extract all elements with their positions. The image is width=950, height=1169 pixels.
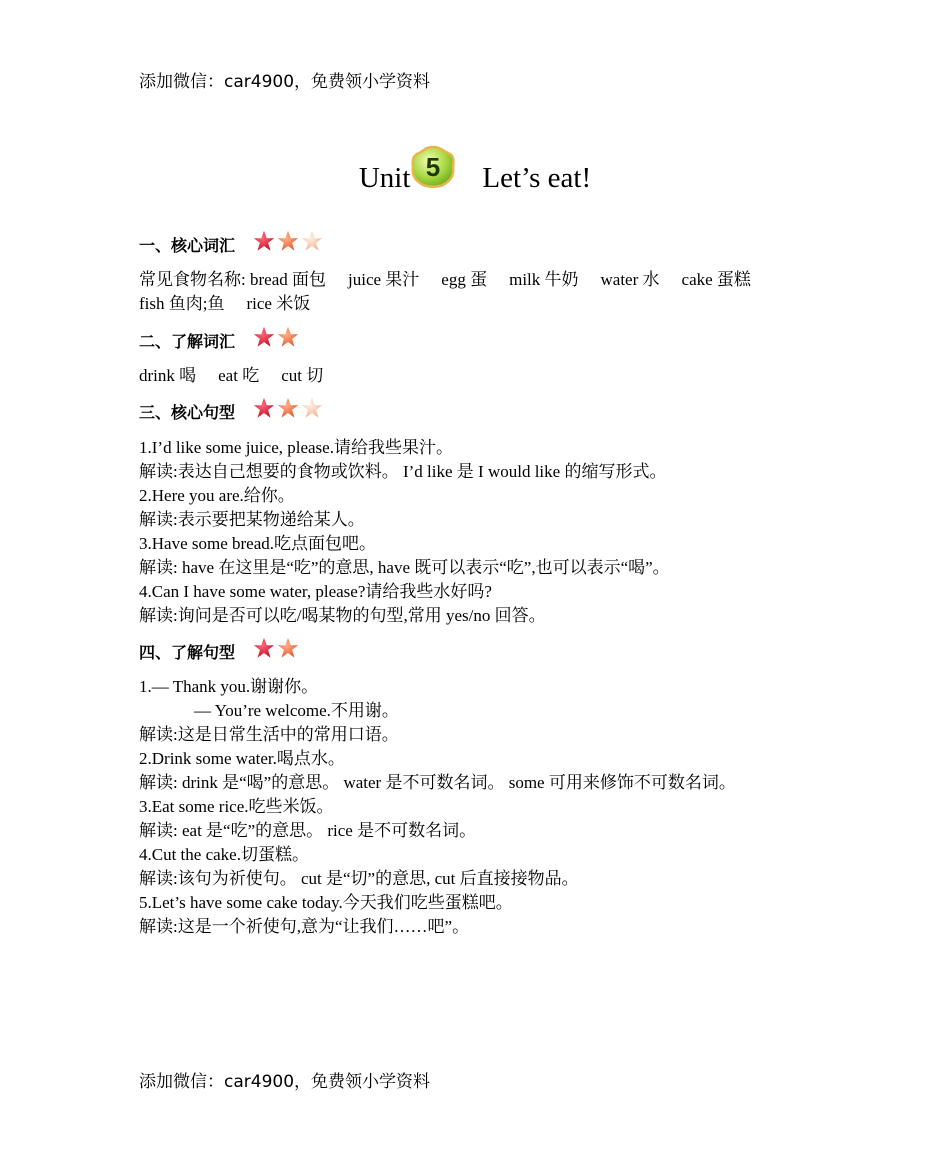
sentence-line: 3.Eat some rice.吃些米饭。 <box>139 797 334 816</box>
explanation-line: 解读: have 在这里是“吃”的意思, have 既可以表示“吃”,也可以表示“喝”。 <box>139 558 670 577</box>
vocab-word: fish 鱼肉;鱼 <box>139 294 225 313</box>
header-note: 添加微信：car4900，免费领小学资料 <box>139 72 431 92</box>
vocab-word: juice 果汁 <box>348 270 420 289</box>
explanation-line: 解读: eat 是“吃”的意思。 rice 是不可数名词。 <box>139 821 477 840</box>
section-heading-text: 四、了解句型 <box>139 642 236 662</box>
section-heading-text: 三、核心句型 <box>139 402 236 422</box>
section-heading-text: 一、核心词汇 <box>139 235 236 255</box>
explanation-line: 解读: drink 是“喝”的意思。 water 是不可数名词。 some 可用来修饰不可数名词。 <box>139 773 736 792</box>
sentence-line: 3.Have some bread.吃点面包吧。 <box>139 534 377 553</box>
unit-number: 5 <box>426 152 441 182</box>
vocab-line <box>139 268 751 292</box>
vocab-word: egg 蛋 <box>441 270 488 289</box>
sentence-line: 1.— Thank you.谢谢你。 <box>139 677 319 696</box>
title-suffix: Let’s eat! <box>482 161 592 194</box>
explanation-line: 解读:该句为祈使句。 cut 是“切”的意思, cut 后直接接物品。 <box>139 869 579 888</box>
rating-stars-3 <box>253 397 325 419</box>
star-icon <box>253 637 275 659</box>
vocab-word: cake 蛋糕 <box>681 270 751 289</box>
vocab-word: water 水 <box>600 270 660 289</box>
explanation-line: 解读:询问是否可以吃/喝某物的句型,常用 yes/no 回答。 <box>139 606 546 625</box>
footer-note: 添加微信：car4900，免费领小学资料 <box>139 1072 431 1092</box>
star-icon <box>277 397 299 419</box>
section-heading-core-vocab <box>139 231 325 257</box>
section-heading-extra-sentences <box>139 638 301 664</box>
unit-number-badge-icon <box>410 145 456 189</box>
vocab-word: milk 牛奶 <box>509 270 579 289</box>
star-icon <box>301 230 323 252</box>
sentence-line: 4.Cut the cake.切蛋糕。 <box>139 845 309 864</box>
star-icon <box>253 230 275 252</box>
section-heading-core-sentences <box>139 398 325 424</box>
vocab-word: rice 米饭 <box>246 294 311 313</box>
page-title <box>0 148 950 208</box>
explanation-line: 解读:这是一个祈使句,意为“让我们……吧”。 <box>139 917 470 936</box>
explanation-line: 解读:表示要把某物递给某人。 <box>139 510 365 529</box>
explanation-line: 解读:表达自己想要的食物或饮料。 I’d like 是 I would like 的缩写形式。 <box>139 462 667 481</box>
sentence-line: 2.Here you are.给你。 <box>139 486 295 505</box>
explanation-line: 解读:这是日常生活中的常用口语。 <box>139 725 399 744</box>
section-heading-text: 二、了解词汇 <box>139 331 236 351</box>
star-icon <box>277 230 299 252</box>
vocab-word: bread 面包 <box>249 270 326 289</box>
section-heading-extra-vocab <box>139 327 301 353</box>
rating-stars-3 <box>253 230 325 252</box>
sentence-line: 2.Drink some water.喝点水。 <box>139 749 345 768</box>
star-icon <box>253 326 275 348</box>
sentence-line: 1.I’d like some juice, please.请给我些果汁。 <box>139 438 453 457</box>
star-icon <box>253 397 275 419</box>
sentence-line: 5.Let’s have some cake today.今天我们吃些蛋糕吧。 <box>139 893 513 912</box>
vocab-word: drink 喝 <box>139 366 197 385</box>
vocab-line <box>139 364 323 388</box>
star-icon <box>301 397 323 419</box>
rating-stars-2 <box>253 326 301 348</box>
star-icon <box>277 637 299 659</box>
star-icon <box>277 326 299 348</box>
vocab-lead: 常见食物名称: <box>139 270 246 289</box>
sentence-line: — You’re welcome.不用谢。 <box>194 701 399 720</box>
vocab-line <box>139 292 310 316</box>
rating-stars-2 <box>253 637 301 659</box>
sentence-line: 4.Can I have some water, please?请给我些水好吗? <box>139 582 492 601</box>
vocab-word: cut 切 <box>281 366 324 385</box>
title-prefix: Unit <box>358 161 411 194</box>
vocab-word: eat 吃 <box>218 366 260 385</box>
